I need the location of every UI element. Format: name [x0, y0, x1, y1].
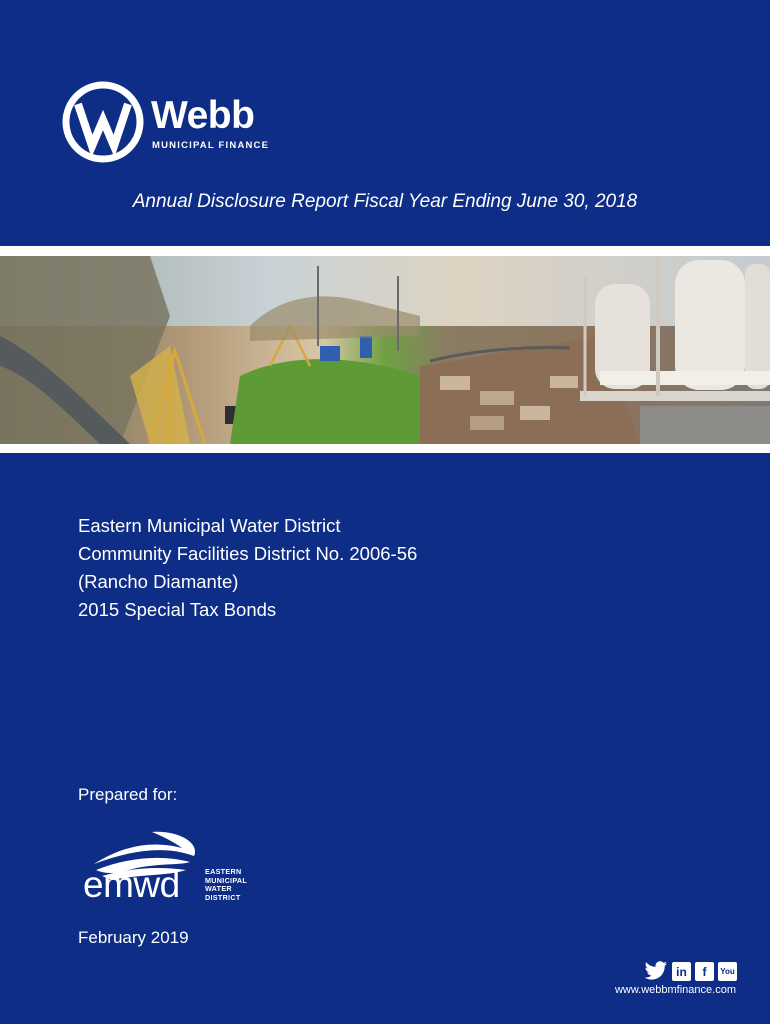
banner-top-rule	[0, 246, 770, 256]
twitter-icon[interactable]	[644, 961, 668, 981]
district-title-block	[78, 512, 417, 624]
linkedin-icon[interactable]: in	[672, 962, 691, 981]
district-line: Community Facilities District No. 2006-56	[78, 543, 418, 564]
district-line: (Rancho Diamante)	[78, 571, 239, 592]
webb-logo-subtitle: MUNICIPAL FINANCE	[152, 140, 270, 151]
facebook-icon[interactable]: f	[695, 962, 714, 981]
youtube-icon[interactable]: You	[718, 962, 737, 981]
district-line: 2015 Special Tax Bonds	[78, 599, 277, 620]
report-date: February 2019	[78, 928, 189, 947]
social-links	[644, 957, 737, 981]
emwd-logo-word: emwd	[83, 864, 180, 905]
webb-logo-word: Webb	[151, 94, 255, 137]
prepared-for-label: Prepared for:	[78, 785, 178, 804]
emwd-logo-subtitle: EASTERN MUNICIPAL WATER DISTRICT	[205, 867, 248, 902]
banner-bottom-rule	[0, 444, 770, 453]
report-title: Annual Disclosure Report Fiscal Year Ending June 30, 2018	[132, 191, 638, 212]
photo-banner	[0, 256, 770, 444]
district-line: Eastern Municipal Water District	[78, 515, 341, 536]
website-link[interactable]: www.webbmfinance.com	[614, 984, 736, 996]
